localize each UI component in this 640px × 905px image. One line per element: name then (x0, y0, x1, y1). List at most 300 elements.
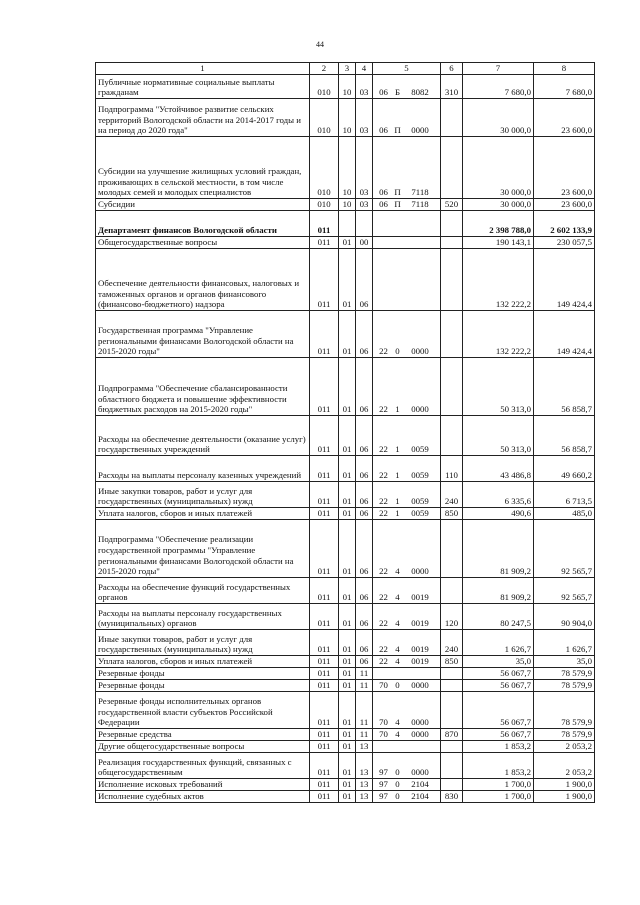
row-amount-year-1: 30 000,0 (463, 137, 534, 199)
row-target-article-code (373, 482, 441, 508)
table-row (96, 630, 595, 656)
table-row (96, 416, 595, 456)
row-section-code: 01 (339, 311, 356, 358)
row-name-cell: Расходы на обеспечение функций государственных органов (96, 578, 310, 604)
row-ministry-code: 011 (310, 630, 339, 656)
row-subsection-code: 06 (356, 508, 373, 520)
row-ministry-code: 011 (310, 692, 339, 729)
row-amount-year-2: 23 600,0 (534, 137, 595, 199)
row-subsection-code: 06 (356, 482, 373, 508)
row-subsection-code: 03 (356, 99, 373, 137)
target-article-part: 1 (395, 508, 400, 519)
row-name-cell: Подпрограмма "Обеспечение реализации государственной программы "Управление региональными финансами Вологодской области на 2015-2020 годы" (96, 520, 310, 578)
target-article-part: 4 (395, 644, 400, 655)
row-amount-year-2: 149 424,4 (534, 249, 595, 311)
row-expense-type-code (441, 237, 463, 249)
row-expense-type-code: 850 (441, 656, 463, 668)
row-ministry-code: 010 (310, 137, 339, 199)
row-name-cell: Реализация государственных функций, связанных с общегосударственным (96, 753, 310, 779)
row-amount-year-2: 2 602 133,9 (534, 211, 595, 237)
row-name-cell: Резервные средства (96, 729, 310, 741)
row-amount-year-2: 2 053,2 (534, 753, 595, 779)
row-target-article-code (373, 358, 441, 416)
table-row (96, 578, 595, 604)
target-article-part: 22 (379, 444, 388, 455)
row-section-code: 01 (339, 656, 356, 668)
table-row (96, 779, 595, 791)
row-target-article-code (373, 729, 441, 741)
target-article-part: 8082 (411, 87, 429, 98)
row-amount-year-2: 1 900,0 (534, 791, 595, 803)
row-section-code (339, 211, 356, 237)
row-section-code: 01 (339, 604, 356, 630)
row-subsection-code: 06 (356, 456, 373, 482)
row-section-code: 01 (339, 249, 356, 311)
row-expense-type-code: 240 (441, 630, 463, 656)
target-article-part: 1 (395, 404, 400, 415)
row-target-article-code (373, 508, 441, 520)
target-article-part: 70 (379, 729, 388, 740)
row-section-code: 01 (339, 741, 356, 753)
row-amount-year-1: 56 067,7 (463, 680, 534, 692)
row-target-article-code (373, 604, 441, 630)
target-article-part: 06 (379, 199, 388, 210)
table-row (96, 456, 595, 482)
row-ministry-code: 010 (310, 75, 339, 99)
row-expense-type-code (441, 311, 463, 358)
row-target-article-code (373, 779, 441, 791)
row-name-cell: Иные закупки товаров, работ и услуг для государственных (муниципальных) нужд (96, 482, 310, 508)
row-section-code: 01 (339, 692, 356, 729)
row-name-cell: Резервные фонды (96, 668, 310, 680)
target-article-part: 22 (379, 566, 388, 577)
row-amount-year-1: 2 398 788,0 (463, 211, 534, 237)
row-expense-type-code: 110 (441, 456, 463, 482)
row-subsection-code: 13 (356, 741, 373, 753)
row-expense-type-code (441, 520, 463, 578)
row-expense-type-code (441, 692, 463, 729)
row-subsection-code: 06 (356, 249, 373, 311)
row-ministry-code: 011 (310, 508, 339, 520)
target-article-part: 22 (379, 404, 388, 415)
row-amount-year-2: 1 900,0 (534, 779, 595, 791)
table-row (96, 741, 595, 753)
row-subsection-code: 06 (356, 630, 373, 656)
target-article-part: 0019 (411, 592, 429, 603)
row-ministry-code: 011 (310, 578, 339, 604)
row-subsection-code: 06 (356, 604, 373, 630)
row-target-article-code (373, 741, 441, 753)
row-ministry-code: 011 (310, 311, 339, 358)
header-col-1: 1 (96, 63, 310, 75)
row-amount-year-1: 30 000,0 (463, 199, 534, 211)
target-article-part: 97 (379, 791, 388, 802)
row-amount-year-1: 35,0 (463, 656, 534, 668)
target-article-part: П (394, 187, 401, 198)
target-article-part: 22 (379, 618, 388, 629)
row-expense-type-code (441, 358, 463, 416)
target-article-part: 22 (379, 496, 388, 507)
target-article-part: 97 (379, 779, 388, 790)
table-row (96, 520, 595, 578)
row-subsection-code: 06 (356, 520, 373, 578)
row-amount-year-2: 92 565,7 (534, 520, 595, 578)
row-amount-year-2: 78 579,9 (534, 729, 595, 741)
row-target-article-code (373, 520, 441, 578)
budget-table (95, 62, 595, 803)
row-amount-year-1: 490,6 (463, 508, 534, 520)
target-article-part: 1 (395, 496, 400, 507)
table-row (96, 729, 595, 741)
row-amount-year-1: 1 626,7 (463, 630, 534, 656)
target-article-part: 0000 (411, 566, 429, 577)
row-subsection-code: 13 (356, 753, 373, 779)
target-article-part: 0000 (411, 125, 429, 136)
row-ministry-code: 011 (310, 211, 339, 237)
row-expense-type-code: 520 (441, 199, 463, 211)
row-subsection-code: 06 (356, 656, 373, 668)
row-amount-year-1: 50 313,0 (463, 416, 534, 456)
row-name-cell: Государственная программа "Управление региональными финансами Вологодской области на 2015-2020 годы" (96, 311, 310, 358)
row-target-article-code (373, 249, 441, 311)
row-subsection-code (356, 211, 373, 237)
row-section-code: 10 (339, 199, 356, 211)
row-amount-year-2: 78 579,9 (534, 680, 595, 692)
target-article-part: 22 (379, 470, 388, 481)
target-article-part: 0059 (411, 444, 429, 455)
target-article-part: 22 (379, 656, 388, 667)
row-section-code: 01 (339, 416, 356, 456)
target-article-part: 2104 (411, 779, 429, 790)
row-amount-year-1: 56 067,7 (463, 668, 534, 680)
table-row (96, 199, 595, 211)
target-article-part: 22 (379, 508, 388, 519)
row-section-code: 01 (339, 482, 356, 508)
row-section-code: 01 (339, 578, 356, 604)
target-article-part: 06 (379, 87, 388, 98)
row-amount-year-2: 49 660,2 (534, 456, 595, 482)
row-section-code: 01 (339, 668, 356, 680)
target-article-part: 4 (395, 592, 400, 603)
target-article-part: 70 (379, 680, 388, 691)
target-article-part: 06 (379, 187, 388, 198)
row-name-cell: Исполнение исковых требований (96, 779, 310, 791)
target-article-part: 1 (395, 444, 400, 455)
row-name-cell: Иные закупки товаров, работ и услуг для государственных (муниципальных) нужд (96, 630, 310, 656)
row-section-code: 01 (339, 729, 356, 741)
row-expense-type-code (441, 779, 463, 791)
row-amount-year-1: 81 909,2 (463, 520, 534, 578)
row-ministry-code: 011 (310, 520, 339, 578)
row-amount-year-2: 56 858,7 (534, 416, 595, 456)
row-target-article-code (373, 416, 441, 456)
row-amount-year-1: 43 486,8 (463, 456, 534, 482)
target-article-part: 0059 (411, 496, 429, 507)
row-subsection-code: 03 (356, 137, 373, 199)
target-article-part: 0 (395, 680, 400, 691)
row-amount-year-1: 1 853,2 (463, 753, 534, 779)
row-name-cell: Резервные фонды исполнительных органов государственной власти субъектов Российской Федерации (96, 692, 310, 729)
target-article-part: 0000 (411, 404, 429, 415)
row-subsection-code: 11 (356, 668, 373, 680)
row-section-code: 01 (339, 508, 356, 520)
row-amount-year-2: 2 053,2 (534, 741, 595, 753)
row-amount-year-2: 485,0 (534, 508, 595, 520)
row-section-code: 01 (339, 680, 356, 692)
target-article-part: 0019 (411, 618, 429, 629)
target-article-part: 0 (395, 346, 400, 357)
table-row (96, 211, 595, 237)
row-amount-year-1: 80 247,5 (463, 604, 534, 630)
row-section-code: 01 (339, 520, 356, 578)
table-row (96, 656, 595, 668)
header-col-5: 5 (373, 63, 441, 75)
row-ministry-code: 011 (310, 779, 339, 791)
row-target-article-code (373, 680, 441, 692)
target-article-part: 4 (395, 566, 400, 577)
row-name-cell: Публичные нормативные социальные выплаты гражданам (96, 75, 310, 99)
row-expense-type-code (441, 668, 463, 680)
row-expense-type-code: 120 (441, 604, 463, 630)
table-row (96, 753, 595, 779)
row-name-cell: Уплата налогов, сборов и иных платежей (96, 656, 310, 668)
row-section-code: 01 (339, 753, 356, 779)
row-subsection-code: 00 (356, 237, 373, 249)
header-col-4: 4 (356, 63, 373, 75)
row-name-cell: Резервные фонды (96, 680, 310, 692)
row-amount-year-2: 1 626,7 (534, 630, 595, 656)
row-subsection-code: 06 (356, 358, 373, 416)
target-article-part: 4 (395, 729, 400, 740)
row-amount-year-2: 149 424,4 (534, 311, 595, 358)
target-article-part: 4 (395, 717, 400, 728)
row-subsection-code: 11 (356, 680, 373, 692)
target-article-part: 0 (395, 779, 400, 790)
row-amount-year-1: 190 143,1 (463, 237, 534, 249)
row-expense-type-code: 830 (441, 791, 463, 803)
table-row (96, 311, 595, 358)
page-number: 44 (316, 40, 324, 49)
row-target-article-code (373, 791, 441, 803)
row-subsection-code: 03 (356, 75, 373, 99)
target-article-part: 4 (395, 656, 400, 667)
target-article-part: 4 (395, 618, 400, 629)
target-article-part: 0019 (411, 656, 429, 667)
row-amount-year-2: 90 904,0 (534, 604, 595, 630)
row-ministry-code: 011 (310, 729, 339, 741)
row-section-code: 10 (339, 137, 356, 199)
row-ministry-code: 011 (310, 249, 339, 311)
row-section-code: 01 (339, 456, 356, 482)
row-amount-year-1: 1 700,0 (463, 791, 534, 803)
row-amount-year-2: 78 579,9 (534, 692, 595, 729)
row-expense-type-code (441, 578, 463, 604)
header-row (96, 63, 595, 75)
target-article-part: 7118 (411, 187, 429, 198)
target-article-part: 0000 (411, 680, 429, 691)
row-name-cell: Расходы на выплаты персоналу государственных (муниципальных) органов (96, 604, 310, 630)
target-article-part: 0000 (411, 346, 429, 357)
row-expense-type-code (441, 249, 463, 311)
target-article-part: 97 (379, 767, 388, 778)
row-name-cell: Подпрограмма "Обеспечение сбалансированности областного бюджета и повышение эффективности бюджетных расходов на 2015-2020 годы" (96, 358, 310, 416)
row-subsection-code: 11 (356, 729, 373, 741)
row-amount-year-1: 50 313,0 (463, 358, 534, 416)
table-row (96, 692, 595, 729)
row-amount-year-1: 30 000,0 (463, 99, 534, 137)
row-target-article-code (373, 753, 441, 779)
target-article-part: 0000 (411, 767, 429, 778)
row-ministry-code: 011 (310, 680, 339, 692)
table-row (96, 99, 595, 137)
target-article-part: 0059 (411, 508, 429, 519)
row-expense-type-code (441, 753, 463, 779)
row-ministry-code: 010 (310, 99, 339, 137)
row-amount-year-1: 132 222,2 (463, 249, 534, 311)
table-row (96, 75, 595, 99)
target-article-part: 70 (379, 717, 388, 728)
row-ministry-code: 011 (310, 791, 339, 803)
row-amount-year-1: 56 067,7 (463, 729, 534, 741)
header-col-2: 2 (310, 63, 339, 75)
table-row (96, 508, 595, 520)
row-expense-type-code (441, 416, 463, 456)
row-name-cell: Расходы на обеспечение деятельности (оказание услуг) государственных учреждений (96, 416, 310, 456)
target-article-part: 06 (379, 125, 388, 136)
table-row (96, 668, 595, 680)
row-target-article-code (373, 578, 441, 604)
table-row (96, 137, 595, 199)
row-name-cell: Другие общегосударственные вопросы (96, 741, 310, 753)
row-name-cell: Исполнение судебных актов (96, 791, 310, 803)
row-amount-year-1: 6 335,6 (463, 482, 534, 508)
row-name-cell: Субсидии на улучшение жилищных условий граждан, проживающих в сельской местности, в том числе молодых семей и молодых специалистов (96, 137, 310, 199)
row-amount-year-2: 92 565,7 (534, 578, 595, 604)
row-expense-type-code (441, 741, 463, 753)
row-expense-type-code: 850 (441, 508, 463, 520)
row-subsection-code: 13 (356, 791, 373, 803)
row-target-article-code (373, 656, 441, 668)
target-article-part: П (394, 199, 401, 210)
row-subsection-code: 11 (356, 692, 373, 729)
row-ministry-code: 011 (310, 668, 339, 680)
row-amount-year-2: 230 057,5 (534, 237, 595, 249)
row-ministry-code: 011 (310, 656, 339, 668)
row-target-article-code (373, 630, 441, 656)
row-name-cell: Расходы на выплаты персоналу казенных учреждений (96, 456, 310, 482)
row-target-article-code (373, 668, 441, 680)
table-row (96, 791, 595, 803)
row-ministry-code: 011 (310, 482, 339, 508)
table-row (96, 358, 595, 416)
target-article-part: Б (394, 87, 401, 98)
row-name-cell: Уплата налогов, сборов и иных платежей (96, 508, 310, 520)
row-amount-year-2: 78 579,9 (534, 668, 595, 680)
target-article-part: 0000 (411, 729, 429, 740)
row-ministry-code: 011 (310, 416, 339, 456)
row-amount-year-2: 23 600,0 (534, 199, 595, 211)
row-target-article-code (373, 692, 441, 729)
row-amount-year-1: 1 853,2 (463, 741, 534, 753)
row-section-code: 01 (339, 630, 356, 656)
target-article-part: П (394, 125, 401, 136)
row-amount-year-2: 35,0 (534, 656, 595, 668)
row-target-article-code (373, 311, 441, 358)
row-expense-type-code: 310 (441, 75, 463, 99)
row-subsection-code: 13 (356, 779, 373, 791)
header-col-3: 3 (339, 63, 356, 75)
row-target-article-code (373, 137, 441, 199)
target-article-part: 0 (395, 791, 400, 802)
header-col-7: 7 (463, 63, 534, 75)
target-article-part: 22 (379, 592, 388, 603)
row-section-code: 10 (339, 75, 356, 99)
target-article-part: 2104 (411, 791, 429, 802)
row-target-article-code (373, 456, 441, 482)
row-ministry-code: 011 (310, 358, 339, 416)
row-expense-type-code (441, 680, 463, 692)
row-amount-year-1: 1 700,0 (463, 779, 534, 791)
row-amount-year-1: 7 680,0 (463, 75, 534, 99)
table-row (96, 237, 595, 249)
row-amount-year-2: 7 680,0 (534, 75, 595, 99)
row-target-article-code (373, 75, 441, 99)
row-section-code: 01 (339, 358, 356, 416)
row-name-cell: Подпрограмма "Устойчивое развитие сельских территорий Вологодской области на 2014-2017 годы и на период до 2020 года" (96, 99, 310, 137)
row-section-code: 01 (339, 791, 356, 803)
table-row (96, 249, 595, 311)
row-target-article-code (373, 99, 441, 137)
row-expense-type-code: 240 (441, 482, 463, 508)
row-subsection-code: 06 (356, 311, 373, 358)
row-subsection-code: 03 (356, 199, 373, 211)
row-ministry-code: 011 (310, 753, 339, 779)
target-article-part: 0059 (411, 470, 429, 481)
row-amount-year-2: 56 858,7 (534, 358, 595, 416)
row-expense-type-code (441, 99, 463, 137)
row-subsection-code: 06 (356, 578, 373, 604)
row-amount-year-2: 6 713,5 (534, 482, 595, 508)
row-target-article-code (373, 237, 441, 249)
target-article-part: 1 (395, 470, 400, 481)
header-col-8: 8 (534, 63, 595, 75)
target-article-part: 22 (379, 346, 388, 357)
row-section-code: 01 (339, 779, 356, 791)
row-expense-type-code (441, 137, 463, 199)
row-target-article-code (373, 199, 441, 211)
row-amount-year-2: 23 600,0 (534, 99, 595, 137)
row-amount-year-1: 56 067,7 (463, 692, 534, 729)
row-name-cell: Департамент финансов Вологодской области (96, 211, 310, 237)
row-ministry-code: 010 (310, 199, 339, 211)
row-ministry-code: 011 (310, 741, 339, 753)
table-row (96, 680, 595, 692)
table-row (96, 604, 595, 630)
row-expense-type-code: 870 (441, 729, 463, 741)
row-ministry-code: 011 (310, 237, 339, 249)
row-amount-year-1: 81 909,2 (463, 578, 534, 604)
row-name-cell: Обеспечение деятельности финансовых, налоговых и таможенных органов и органов финансового (финансово-бюджетного) надзора (96, 249, 310, 311)
target-article-part: 0 (395, 767, 400, 778)
row-target-article-code (373, 211, 441, 237)
row-subsection-code: 06 (356, 416, 373, 456)
table-row (96, 482, 595, 508)
row-section-code: 10 (339, 99, 356, 137)
target-article-part: 7118 (411, 199, 429, 210)
row-expense-type-code (441, 211, 463, 237)
row-name-cell: Субсидии (96, 199, 310, 211)
row-section-code: 01 (339, 237, 356, 249)
